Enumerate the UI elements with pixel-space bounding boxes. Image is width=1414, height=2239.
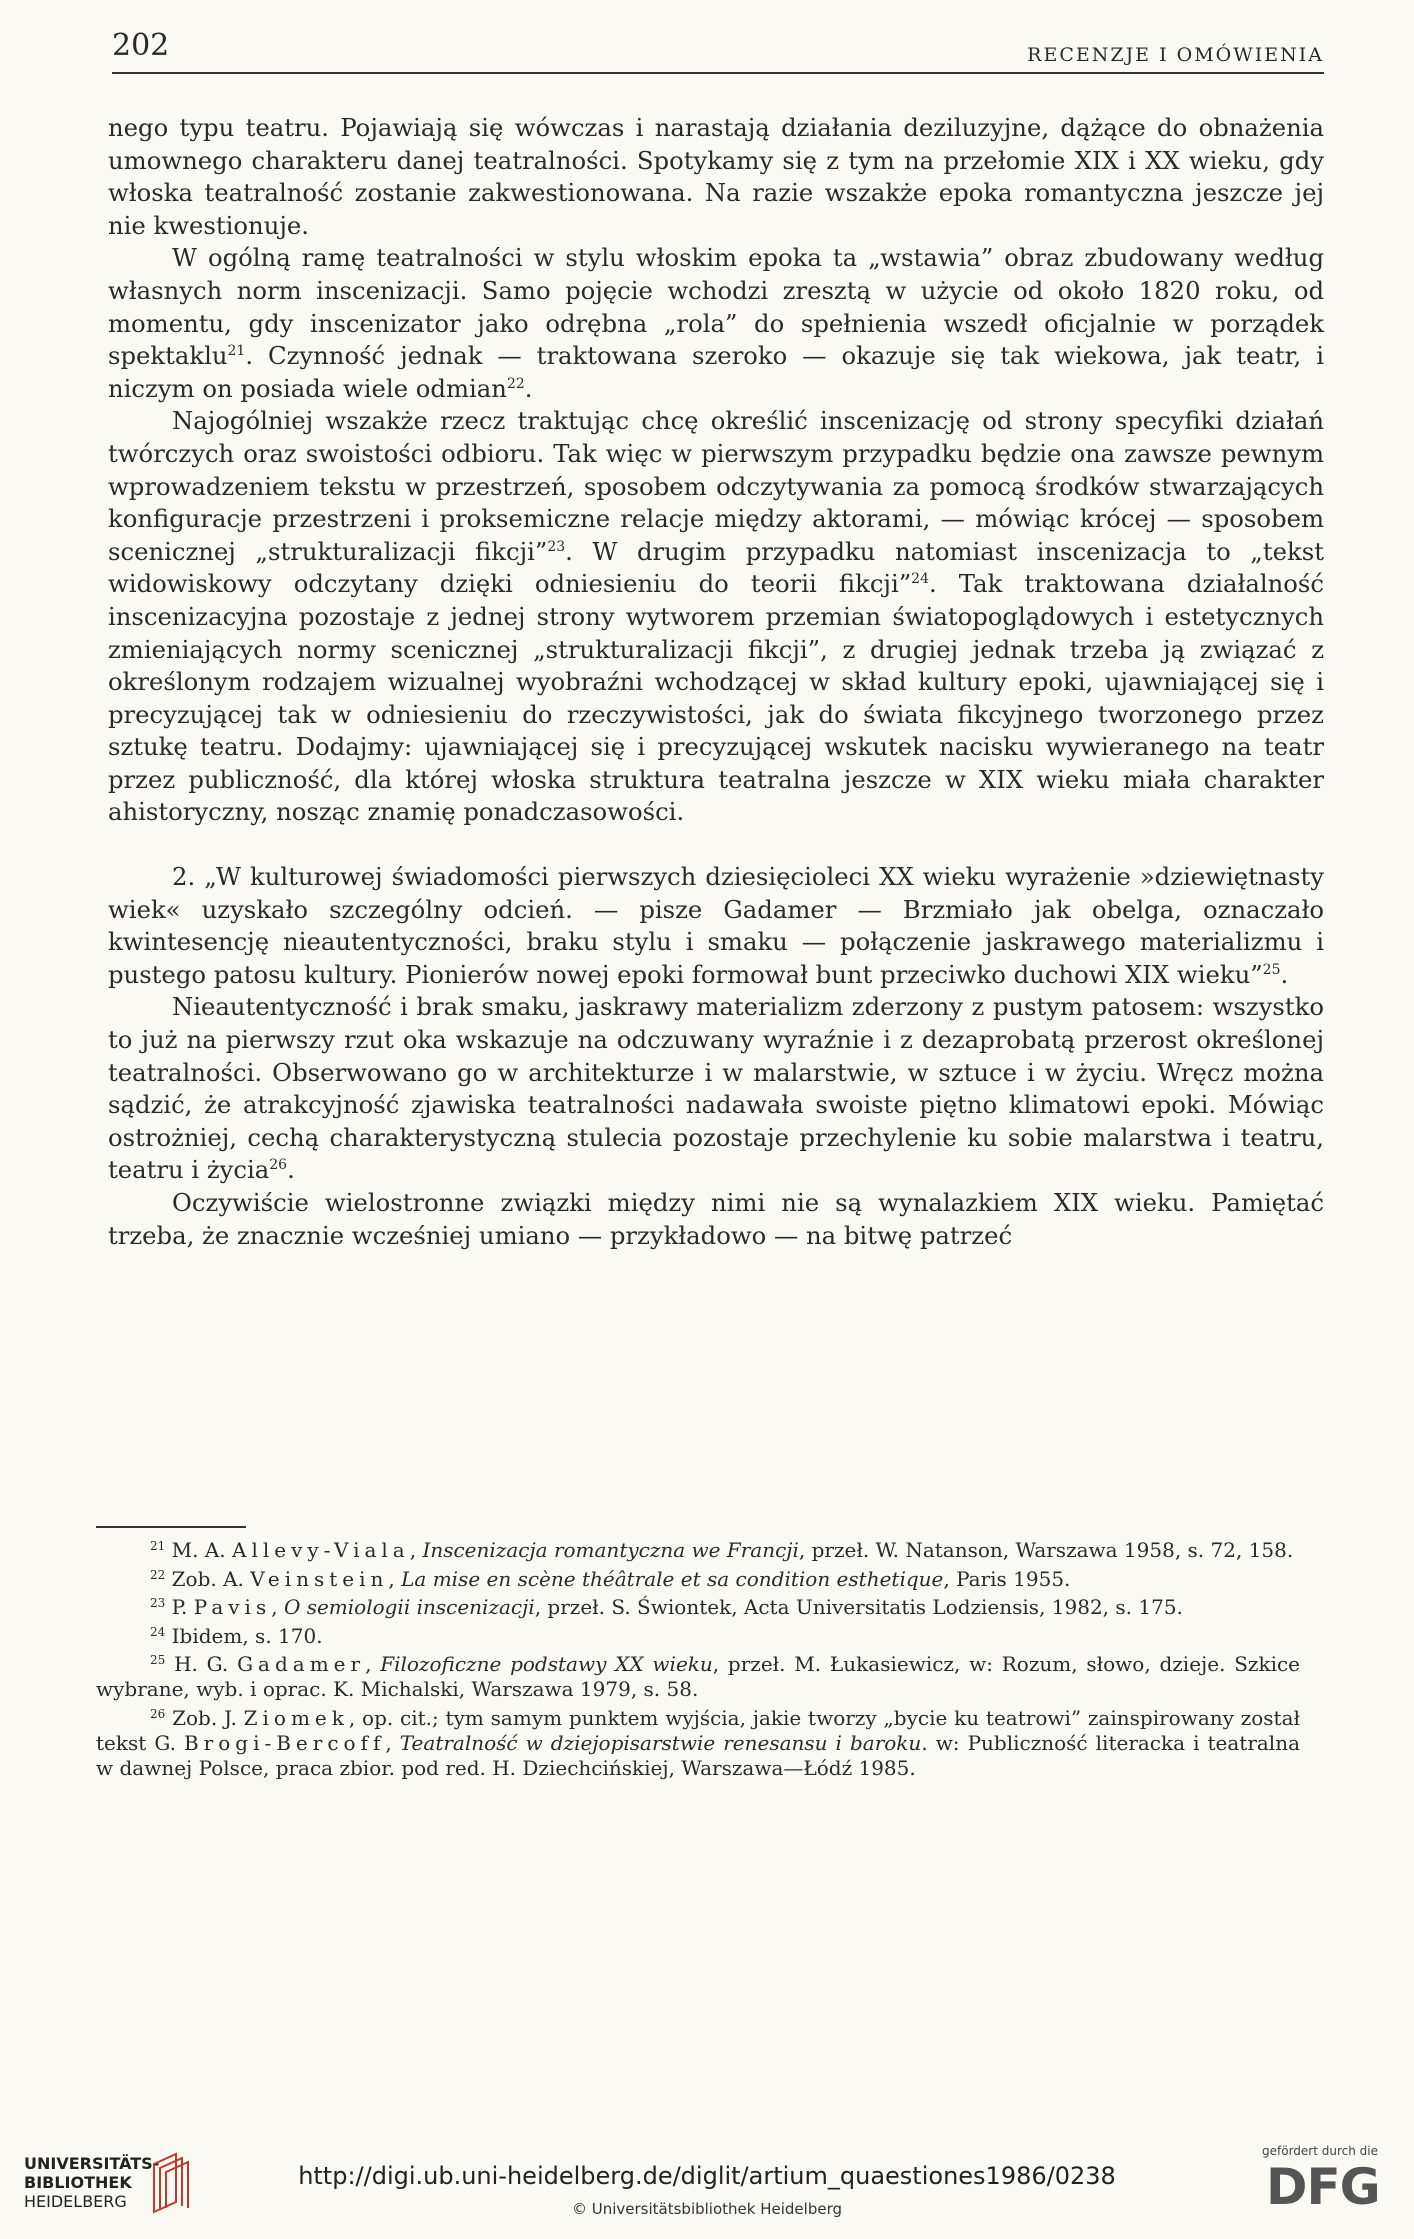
text-run: P. bbox=[165, 1595, 194, 1619]
text-run: . bbox=[1280, 959, 1289, 989]
running-title: RECENZJE I OMÓWIENIA bbox=[1027, 44, 1324, 66]
footnote bbox=[96, 1538, 1300, 1563]
footnote-ref: 22 bbox=[150, 1567, 166, 1582]
footnote-ref: 24 bbox=[150, 1624, 166, 1639]
footnote-ref: 25 bbox=[1262, 961, 1281, 978]
footer-bar bbox=[0, 2128, 1414, 2239]
footnote bbox=[96, 1706, 1300, 1781]
italic-title: O semiologii inscenizacji bbox=[283, 1595, 535, 1619]
italic-title: La mise en scène théâtrale et sa condition esthetique bbox=[401, 1566, 944, 1591]
author-name: Veinstein bbox=[250, 1566, 389, 1591]
paragraph bbox=[108, 242, 1324, 405]
footnote-ref: 21 bbox=[150, 1539, 166, 1553]
text-run: , przeł. M. Łukasiewicz, w: Rozum, słowo, dzieje. Szkice wybrane, wyb. i oprac. K. Michalski, Warszawa 1979, s. 58. bbox=[96, 1652, 1301, 1701]
text-run: . Czynność jednak — traktowana szeroko — okazuje się tak wiekowa, jak teatr, i niczym on posiada wiele odmian bbox=[108, 341, 1324, 403]
text-run: . w: Publiczność literacka i teatralna w dawnej Polsce, praca zbior. pod red. H. Dziechcińskiej, Warszawa—Łódź 1985. bbox=[96, 1730, 1301, 1780]
footnote bbox=[96, 1624, 1300, 1649]
text-run: Oczywiście wielostronne związki między nimi nie są wynalazkiem XIX wieku. Pamiętać trzeba, że znacznie wcześniej umiano — przykładowo — na bitwę patrzeć bbox=[108, 1188, 1324, 1250]
author-name: Allevy-Viala bbox=[232, 1538, 410, 1562]
library-name-line: UNIVERSITÄTS- bbox=[24, 2154, 160, 2173]
text-run: , bbox=[271, 1595, 284, 1619]
text-run: . Tak traktowana działalność inscenizacyjna pozostaje z jednej strony wytworem przemian światopoglądowych i estetycznych zmieniających normy scenicznej „strukturalizacji fikcji”, z drugiej jednak trzeba ją związać z określonym rodzajem wizualnej wyobraźni wchodzącej w skład kultury epoki, ujawniającej się i precyzującej tak w odniesieniu do rzeczywistości, jak do świata fikcyjnego tworzonego przez sztukę teatru. Dodajmy: ujawniającej się i precyzującej wskutek nacisku wywieranego na teatr przez publiczność, dla której włoska struktura teatralna jeszcze w XIX wieku miała charakter ahistoryczny, nosząc znamię ponadczasowości. bbox=[108, 569, 1324, 827]
footnote-ref: 26 bbox=[150, 1706, 166, 1721]
paragraph bbox=[108, 991, 1324, 1187]
footnote-ref: 26 bbox=[269, 1157, 288, 1174]
text-run: . W drugim przypadku natomiast inscenizacja to „tekst widowiskowy odczytany dzięki odniesieniu do teorii fikcji” bbox=[108, 536, 1324, 599]
library-name-line: BIBLIOTHEK bbox=[24, 2173, 132, 2192]
footnote-ref: 21 bbox=[227, 343, 246, 360]
text-run: Ibidem, s. 170. bbox=[165, 1623, 323, 1648]
dfg-caption: gefördert durch die bbox=[1262, 2144, 1378, 2158]
dfg-wordmark: DFG bbox=[1266, 2158, 1380, 2216]
author-name: Brogi-Bercoff bbox=[183, 1730, 386, 1755]
text-run: H. G. bbox=[165, 1652, 238, 1676]
footnote bbox=[96, 1595, 1300, 1620]
text-run: . bbox=[524, 373, 533, 403]
text-run: , bbox=[385, 1730, 400, 1755]
footnote-ref: 22 bbox=[506, 375, 525, 392]
author-name: Pavis bbox=[193, 1595, 272, 1619]
text-run: . bbox=[287, 1155, 295, 1185]
library-name-line: HEIDELBERG bbox=[24, 2192, 127, 2211]
text-run: Zob. J. bbox=[165, 1705, 244, 1730]
text-run: , przeł. S. Świontek, Acta Universitatis Lodziensis, 1982, s. 175. bbox=[534, 1595, 1183, 1619]
author-name: Gadamer bbox=[237, 1652, 366, 1676]
text-run: , bbox=[365, 1652, 381, 1676]
italic-title: Filozoficzne podstawy XX wieku bbox=[380, 1652, 713, 1676]
footnote-ref: 23 bbox=[547, 538, 566, 555]
text-run: Nieautentyczność i brak smaku, jaskrawy materializm zderzony z pustym patosem: wszystko to już na pierwszy rzut oka wskazuje na odczuwany wyraźnie i z dezaprobatą przerost określonej teatralności. Obserwowano go w architekturze i w malarstwie, w sztuce i w życiu. Wręcz można sądzić, że atrakcyjność zjawiska teatralności nadawała swoiste piętno klimatowi epoki. Mówiąc ostrożniej, cechą charakterystyczną stulecia pozostaje przechylenie ku sobie malarstwa i teatru, teatru i życia bbox=[108, 992, 1324, 1185]
paragraph bbox=[108, 861, 1324, 991]
footnote bbox=[96, 1652, 1300, 1702]
dfg-logo[interactable] bbox=[1260, 2144, 1380, 2224]
footnote-ref: 23 bbox=[150, 1596, 166, 1610]
source-url-link[interactable]: http://digi.ub.uni-heidelberg.de/diglit/artium_quaestiones1986/0238 bbox=[298, 2162, 1116, 2190]
body-text bbox=[108, 112, 1324, 1252]
text-run: W ogólną ramę teatralności w stylu włoskim epoka ta „wstawia” obraz zbudowany według własnych norm inscenizacji. Samo pojęcie wchodzi zresztą w użycie od około 1820 roku, od momentu, gdy inscenizator jako odrębna „rola” do spełnienia wszedł oficjalnie w porządek spektaklu bbox=[108, 243, 1324, 371]
text-run: nego typu teatru. Pojawiają się wówczas i narastają działania deziluzyjne, dążące do obnażenia umownego charakteru danej teatralności. Spotykamy się z tym na przełomie XIX i XX wieku, gdy włoska teatralność zostanie zakwestionowana. Na razie wszakże epoka romantyczna jeszcze jej nie kwestionuje. bbox=[108, 113, 1324, 240]
footnote-ref: 24 bbox=[911, 571, 929, 588]
text-run: 2. „W kulturowej świadomości pierwszych dziesięcioleci XX wieku wyrażenie »dziewiętnasty wiek« uzyskało szczególny odcień. — pisze Gadamer — Brzmiało jak obelga, oznaczało kwintesencję nieautentyczności, braku stylu i smaku — połączenie jaskrawego materializmu i pustego patosu kultury. Pionierów nowej epoki formował bunt przeciwko duchowi XIX wieku” bbox=[108, 862, 1324, 989]
italic-title: Teatralność w dziejopisarstwie renesansu i baroku bbox=[399, 1730, 922, 1755]
text-run: , przeł. W. Natanson, Warszawa 1958, s. 72, 158. bbox=[798, 1538, 1294, 1562]
text-run: Najogólniej wszakże rzecz traktując chcę określić inscenizację od strony specyfiki działań twórczych oraz swoistości odbioru. Tak więc w pierwszym przypadku będzie ona zawsze pewnym wprowadzeniem tekstu w przestrzeń, sposobem odczytywania za pomocą środków stwarzających konfiguracje przestrzeni i proksemiczne relacje między aktorami, — mówiąc krócej — sposobem scenicznej „strukturalizacji fikcji” bbox=[108, 406, 1324, 566]
text-run: , op. cit.; tym samym punktem wyjścia, jakie tworzy „bycie ku teatrowi” zainspirowany został tekst G. bbox=[96, 1705, 1301, 1755]
copyright-notice: © Universitätsbibliothek Heidelberg bbox=[571, 2200, 842, 2218]
text-run: M. A. bbox=[165, 1538, 232, 1562]
footnotes bbox=[96, 1538, 1300, 1784]
footnote bbox=[96, 1567, 1300, 1592]
italic-title: Inscenizacja romantyczna we Francji bbox=[422, 1538, 799, 1562]
text-run: , bbox=[409, 1538, 423, 1562]
paragraph bbox=[108, 112, 1324, 242]
paragraph bbox=[108, 1187, 1324, 1252]
author-name: Ziomek bbox=[243, 1705, 349, 1730]
footnote-rule bbox=[96, 1526, 246, 1528]
running-head bbox=[112, 28, 1324, 74]
text-run: , bbox=[388, 1566, 402, 1591]
text-run: Zob. A. bbox=[165, 1566, 251, 1591]
paragraph bbox=[108, 405, 1324, 829]
footnote-ref: 25 bbox=[150, 1653, 166, 1667]
page-number: 202 bbox=[112, 28, 170, 63]
text-run: , Paris 1955. bbox=[943, 1566, 1071, 1591]
